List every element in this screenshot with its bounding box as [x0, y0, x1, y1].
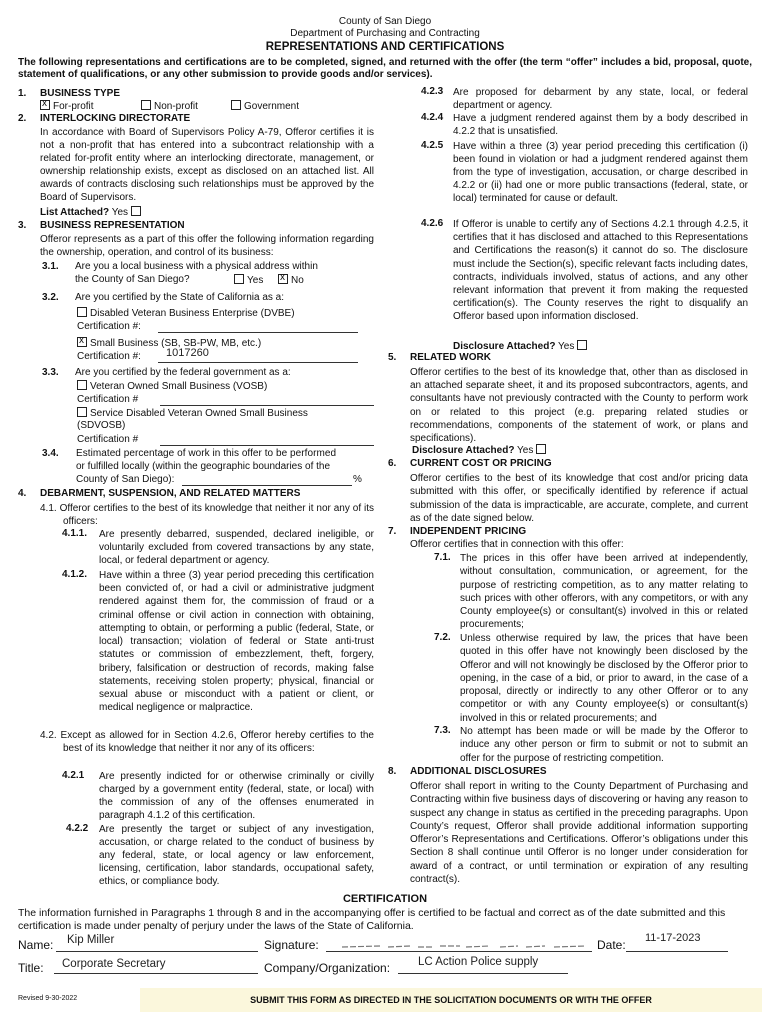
s2-text: In accordance with Board of Supervisors Policy A-79, Offeror certifies it is not a non-profit that has entered into a subcontract relationship with a related for-profit entity where an interlocking directorate, management, or ownership relationship exists, except as disclosed on an attached list. All awards of contracts disclosing such relationships must be approved by the Board of Supervisors. [40, 127, 374, 204]
sdvosb-cert-label: Certification # [77, 434, 139, 445]
local-no-option[interactable] [278, 274, 304, 288]
sdvosb-option[interactable] [77, 407, 308, 421]
p423-number: 4.2.3 [421, 86, 444, 97]
s6-heading: CURRENT COST OR PRICING [410, 458, 552, 469]
dvbe-label: Disabled Veteran Business Enterprise (DVBE) [90, 308, 295, 319]
forprofit-option[interactable] [40, 100, 94, 114]
s4-number: 4. [18, 488, 27, 499]
title-field[interactable] [54, 973, 258, 974]
p73-number: 7.3. [434, 725, 451, 736]
s4-disclosure-checkbox[interactable] [577, 340, 587, 350]
s3-heading: BUSINESS REPRESENTATION [40, 220, 185, 231]
local-yes-checkbox[interactable] [234, 274, 244, 284]
list-yes-label: Yes [111, 207, 129, 218]
p423-text: Are proposed for debarment by any state, local, or federal department or agency. [453, 87, 748, 112]
nonprofit-checkbox[interactable] [141, 100, 151, 110]
page-title: REPRESENTATIONS AND CERTIFICATIONS [265, 41, 505, 53]
s5-disclosure-label: Disclosure Attached? [412, 445, 515, 456]
p425-number: 4.2.5 [421, 140, 444, 151]
title-value: Corporate Secretary [62, 958, 166, 970]
s7-heading: INDEPENDENT PRICING [410, 526, 527, 537]
q34-text-c: County of San Diego): [76, 474, 175, 485]
q31-text-a: Are you a local business with a physical address within [75, 261, 318, 272]
p422-text: Are presently the target or subject of any investigation, accusation, or charge related to the conduct of business by any federal, state, or local agency or law enforcement, licensing, certification, labor standards, occupational safety, ethics, or compliance body. [99, 824, 374, 888]
s7-number: 7. [388, 526, 397, 537]
p426-text: If Offeror is unable to certify any of Sections 4.2.1 through 4.2.5, it certifies that it has disclosed and attached to this Representations and Certifications the reason(s) it cannot do so. The disclosure must include the Section(s), specific relevant facts including dates, contracts, individuals involved, status of actions, and any other relevant information that prevent it from making the requested certification(s). The County reserves the right to disqualify an Offeror based upon information disclosed. [453, 219, 748, 323]
percent-sign: % [353, 474, 362, 485]
s5-disclosure-yes: Yes [517, 445, 534, 456]
q32-number: 3.2. [42, 292, 59, 303]
s4-disclosure-label: Disclosure Attached? [453, 341, 556, 352]
nonprofit-option[interactable] [141, 100, 198, 114]
local-no-checkbox[interactable] [278, 274, 288, 284]
intro-text: The following representations and certifications are to be completed, signed, and returned with the offer (the term “offer” includes a bid, proposal, quote, statement of qualifications, or any other submission to provide goods and/or services). [18, 57, 752, 81]
s5-disclosure-checkbox[interactable] [536, 444, 546, 454]
s8-text: Offeror shall report in writing to the County Department of Purchasing and Contracting within five business days of discovering or having any reason to suspect any change in status as certified in the preceding paragraphs. Upon County’s request, Offeror shall provide additional information supporting Offeror’s Representations and Certifications. Offeror’s obligations under this Section 8 shall continue until Offeror is no longer under consideration for award of a contract, or until termination or expiration of any resulting contract(s). [410, 781, 748, 886]
vosb-cert-label: Certification # [77, 394, 139, 405]
vosb-label: Veteran Owned Small Business (VOSB) [90, 381, 268, 392]
county-name: County of San Diego [338, 16, 432, 27]
s3-number: 3. [18, 220, 27, 231]
s4-heading: DEBARMENT, SUSPENSION, AND RELATED MATTERS [40, 488, 301, 499]
vosb-checkbox[interactable] [77, 380, 87, 390]
nonprofit-label: Non-profit [154, 101, 198, 112]
s7-text: Offeror certifies that in connection with this offer: [410, 539, 624, 550]
signature-scribble [340, 938, 590, 952]
date-value: 11-17-2023 [645, 932, 701, 944]
p412-text: Have within a three (3) year period preceding this certification been convicted of, or had a civil or administrative judgment rendered against them for, the commission of fraud or a criminal offense or civil action in connection with obtaining, attempting to obtain, or performing a public (federal, State, or local) transaction; violation of federal or State anti-trust statutes or commission of embezzlement, theft, forgery, bribery, falsification or destruction of records, making false statements, receiving stolen property; physical, financial or sexual abuse or misconduct with a patient or client, or medical negligence or malpractice. [99, 570, 374, 714]
dvbe-cert-label: Certification #: [77, 321, 141, 332]
q34-text-a: Estimated percentage of work in this offer to be performed [76, 448, 337, 459]
company-label: Company/Organization: [264, 961, 391, 975]
title-label: Title: [18, 961, 44, 975]
s8-heading: ADDITIONAL DISCLOSURES [410, 766, 547, 777]
s5-number: 5. [388, 352, 397, 363]
p41-text: 4.1. Offeror certifies to the best of its knowledge that neither it nor any of its officers: [40, 503, 374, 527]
s3-text: Offeror represents as a part of this offer the following information regarding the ownership, operation, and control of its business: [40, 234, 374, 258]
p425-text: Have within a three (3) year period preceding this certification (i) been found in violation or had a judgment rendered against them from the type of investigation, accusation, or charge described in 4.2.2 or (ii) had one or more public transactions (federal, state, or local) terminated for cause or default. [453, 141, 748, 205]
government-option[interactable] [231, 100, 299, 114]
s5-disclosure-field[interactable] [412, 444, 549, 458]
submit-instructions: SUBMIT THIS FORM AS DIRECTED IN THE SOLICITATION DOCUMENTS OR WITH THE OFFER [140, 988, 762, 1012]
q34-text-b: or fulfilled locally (within the geographic boundaries of the [76, 461, 331, 472]
sdvosb-checkbox[interactable] [77, 407, 87, 417]
p42-text: 4.2. Except as allowed for in Section 4.2.6, Offeror hereby certifies to the best of its knowledge that neither it nor any of its officers: [40, 730, 374, 754]
p71-text: The prices in this offer have been arrived at independently, without consultation, communication, or agreement, for the purpose of restricting competition, as to any matter relating to such prices with other offerors, with any competitors, or with any County employee(s) or consultant(s) involved in this or related procurements; [460, 553, 748, 631]
revised-date: Revised 9-30-2022 [18, 995, 78, 1002]
s6-number: 6. [388, 458, 397, 469]
q31-number: 3.1. [42, 261, 59, 272]
q34-number: 3.4. [42, 448, 59, 459]
dvbe-option[interactable] [77, 307, 295, 321]
s1-heading: BUSINESS TYPE [40, 88, 121, 99]
local-no-label: No [291, 275, 304, 286]
sb-cert-value: 1017260 [166, 347, 209, 359]
p72-text: Unless otherwise required by law, the prices that have been quoted in this offer have not knowingly been disclosed by the Offeror and will not knowingly be disclosed by the Offeror prior to opening, in the case of a bid, or prior to award, in the case of a proposal, directly or indirectly to any other Offeror or to any competitor or with any County employee(s) or consultant(s) involved in this or related procurements; and [460, 633, 748, 724]
p73-text: No attempt has been made or will be made by the Offeror to induce any other person or firm to submit or not to submit an offer for the purpose of restricting competition. [460, 726, 748, 764]
q33-number: 3.3. [42, 367, 59, 378]
s2-heading: INTERLOCKING DIRECTORATE [40, 113, 191, 124]
q32-text: Are you certified by the State of California as a: [75, 292, 284, 303]
company-value: LC Action Police supply [418, 956, 539, 968]
signature-label: Signature: [264, 938, 319, 952]
government-checkbox[interactable] [231, 100, 241, 110]
sb-cert-label: Certification #: [77, 351, 141, 362]
certification-heading: CERTIFICATION [342, 893, 428, 905]
department-name: Department of Purchasing and Contracting [290, 28, 480, 39]
p424-number: 4.2.4 [421, 112, 444, 123]
certification-text: The information furnished in Paragraphs 1 through 8 and in the accompanying offer is certified to be factual and correct as of the date submitted and this certification is made under penalty of perjury under the laws of the State of California. [18, 907, 726, 932]
vosb-cert-field[interactable] [160, 405, 374, 406]
s5-text: Offeror certifies to the best of its knowledge that, other than as disclosed in an attached separate sheet, it and its proposed subcontractors, agents, and consultants have not previously contracted with the County to perform work on or related to this project (e.g. preparing related studies or recommendations, components of the statement of work, or plans and specifications). [410, 367, 748, 445]
list-attached-label: List Attached? [40, 207, 110, 218]
p411-number: 4.1.1. [62, 528, 88, 539]
government-label: Government [244, 101, 300, 112]
p71-number: 7.1. [434, 552, 451, 563]
small-business-label: Small Business (SB, SB-PW, MB, etc.) [90, 338, 262, 349]
sdvosb-cert-field[interactable] [160, 445, 374, 446]
s8-number: 8. [388, 766, 397, 777]
p422-number: 4.2.2 [66, 823, 89, 834]
q31-text-b: the County of San Diego? [75, 274, 190, 285]
date-field[interactable] [626, 951, 728, 952]
s5-heading: RELATED WORK [410, 352, 491, 363]
sb-cert-field[interactable] [158, 362, 358, 363]
dvbe-cert-field[interactable] [158, 332, 358, 333]
p424-text: Have a judgment rendered against them by a body described in 4.2.2 that is unsatisfied. [453, 113, 748, 138]
p421-number: 4.2.1 [62, 770, 85, 781]
p72-number: 7.2. [434, 632, 451, 643]
sdvosb-label: Service Disabled Veteran Owned Small Business [90, 408, 308, 419]
list-attached-field[interactable] [40, 206, 144, 220]
p426-number: 4.2.6 [421, 218, 444, 229]
name-field[interactable] [56, 951, 258, 952]
s1-number: 1. [18, 88, 27, 99]
dvbe-checkbox[interactable] [77, 307, 87, 317]
local-yes-label: Yes [247, 275, 264, 286]
p412-number: 4.1.2. [62, 569, 88, 580]
s4-disclosure-yes: Yes [558, 341, 575, 352]
name-value: Kip Miller [67, 934, 115, 946]
p411-text: Are presently debarred, suspended, declared ineligible, or voluntarily excluded from covered transactions by any state, local, or federal department or agency. [99, 529, 374, 567]
vosb-option[interactable] [77, 380, 267, 394]
p421-text: Are presently indicted for or otherwise criminally or civilly charged by a government entity (federal, state, or local) with the commission of any of the offenses enumerated in paragraph 4.1.2 of this certification. [99, 771, 374, 822]
company-field[interactable] [398, 973, 568, 974]
q33-text: Are you certified by the federal government as a: [75, 367, 291, 378]
local-yes-option[interactable] [234, 274, 263, 288]
forprofit-checkbox[interactable] [40, 100, 50, 110]
sdvosb-label-b: (SDVOSB) [77, 420, 126, 431]
small-business-checkbox[interactable] [77, 337, 87, 347]
s2-number: 2. [18, 113, 27, 124]
date-label: Date: [597, 938, 626, 952]
list-yes-checkbox[interactable] [131, 206, 141, 216]
s6-text: Offeror certifies to the best of its knowledge that cost and/or pricing data submitted with this offer, or specifically identified by reference if actual submission of the data is impracticable, are accurate, complete, and current as of the date signed below. [410, 473, 748, 524]
forprofit-label: For-profit [53, 101, 94, 112]
name-label: Name: [18, 938, 54, 952]
local-percent-field[interactable] [182, 485, 352, 486]
